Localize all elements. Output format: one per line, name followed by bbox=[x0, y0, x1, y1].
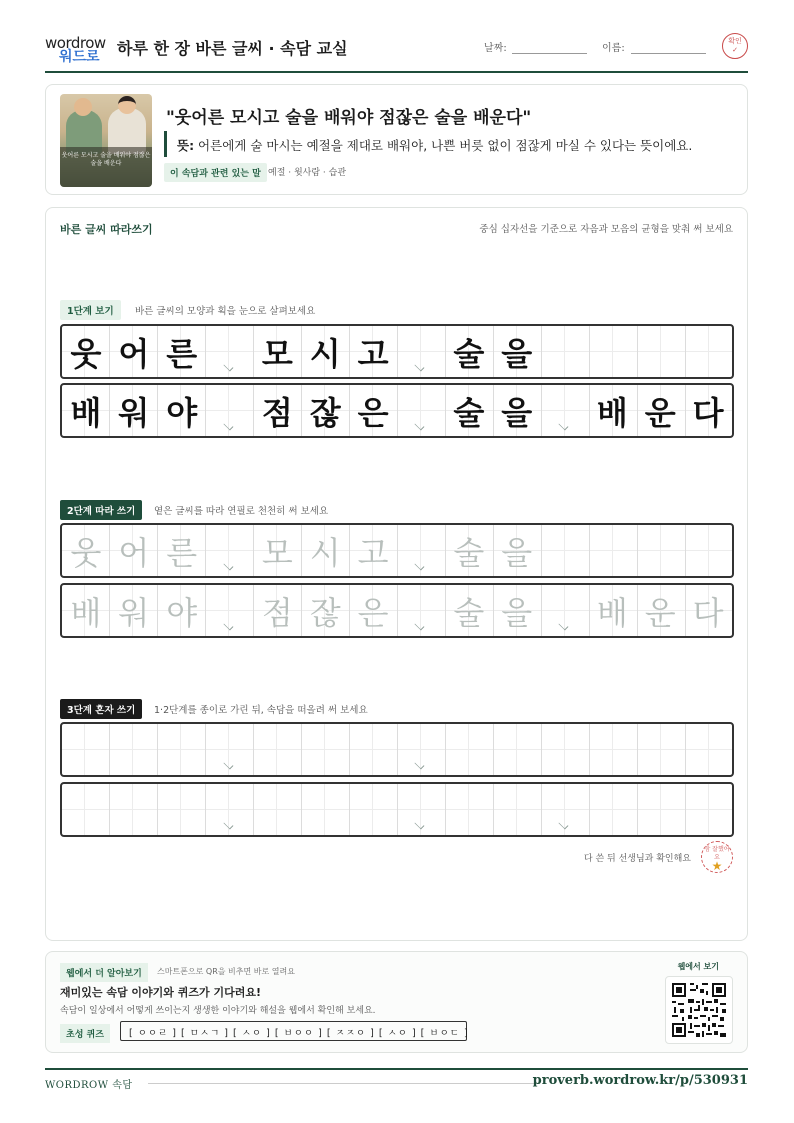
practice-hint: 중심 십자선을 기준으로 자음과 모음의 균형을 맞춰 써 보세요 bbox=[479, 224, 733, 235]
grid-cell[interactable] bbox=[636, 784, 684, 835]
step2-row-2[interactable] bbox=[60, 583, 734, 638]
step1-row-1 bbox=[60, 324, 734, 379]
grid-cell[interactable] bbox=[684, 784, 732, 835]
grid-cell: 점 bbox=[261, 393, 293, 432]
step3-label: 3단계 혼자 쓰기 bbox=[60, 699, 142, 719]
grid-cell[interactable] bbox=[253, 724, 301, 775]
space-mark-cell[interactable] bbox=[206, 585, 254, 636]
grid-cell: 른 bbox=[166, 334, 198, 373]
grid-cell: 야 bbox=[166, 393, 198, 432]
grid-cell[interactable]: 잖 bbox=[309, 593, 341, 632]
grid-cell: 을 bbox=[501, 393, 533, 432]
proverb-meaning bbox=[164, 131, 692, 157]
related-words: 예절 · 윗사람 · 습관 bbox=[268, 168, 347, 178]
grid-cell[interactable]: 술 bbox=[453, 533, 485, 572]
proverb-title: "웃어른 모시고 술을 배워야 점잖은 술을 배운다" bbox=[166, 108, 532, 128]
grid-cell: 운 bbox=[644, 393, 676, 432]
grid-cell[interactable] bbox=[445, 784, 493, 835]
good-job-stamp-icon: 참 잘했어요 ★ bbox=[701, 841, 733, 873]
date-field[interactable] bbox=[512, 53, 587, 54]
grid-cell[interactable]: 모 bbox=[261, 533, 293, 572]
qr-label: 웹에서 보기 bbox=[677, 962, 719, 971]
grid-cell[interactable]: 어 bbox=[118, 533, 150, 572]
grid-cell[interactable]: 운 bbox=[644, 593, 676, 632]
wordrow-logo bbox=[45, 34, 107, 66]
date-label: 날짜: bbox=[484, 43, 507, 54]
grid-cell: 배 bbox=[70, 393, 102, 432]
web-more-card bbox=[45, 951, 748, 1053]
grid-cell[interactable] bbox=[684, 525, 732, 576]
space-mark-cell[interactable] bbox=[206, 724, 254, 775]
related-words-label: 이 속담과 관련 있는 말 bbox=[164, 163, 267, 182]
grid-cell[interactable]: 은 bbox=[357, 593, 389, 632]
grid-cell[interactable] bbox=[110, 784, 158, 835]
web-more-hint: 스마트폰으로 QR을 비추면 바로 열려요 bbox=[157, 967, 295, 976]
logo-subtext: 워드로 bbox=[59, 49, 100, 65]
grid-cell[interactable] bbox=[636, 525, 684, 576]
illustration-caption: 웃어른 모시고 술을 배워야 점잖은 술을 배운다 bbox=[60, 147, 152, 187]
grid-cell[interactable] bbox=[110, 724, 158, 775]
grid-cell[interactable]: 야 bbox=[166, 593, 198, 632]
step3-desc: 1·2단계를 종이로 가린 뒤, 속담을 떠올려 써 보세요 bbox=[154, 705, 368, 716]
grid-cell: 모 bbox=[261, 334, 293, 373]
grid-cell: 시 bbox=[309, 334, 341, 373]
grid-cell[interactable] bbox=[445, 724, 493, 775]
check-stamp-icon: 확인 ✓ bbox=[722, 33, 748, 59]
grid-cell[interactable] bbox=[349, 784, 397, 835]
grid-cell[interactable] bbox=[62, 724, 110, 775]
grid-cell[interactable]: 다 bbox=[692, 593, 724, 632]
grid-cell[interactable]: 을 bbox=[501, 533, 533, 572]
space-mark-cell bbox=[206, 326, 254, 377]
grid-cell: 술 bbox=[453, 393, 485, 432]
grid-cell: 을 bbox=[501, 334, 533, 373]
grid-cell[interactable] bbox=[301, 784, 349, 835]
grid-cell[interactable]: 웃 bbox=[70, 533, 102, 572]
grid-cell[interactable]: 배 bbox=[70, 593, 102, 632]
grid-cell: 배 bbox=[596, 393, 628, 432]
grid-cell[interactable]: 고 bbox=[357, 533, 389, 572]
name-label: 이름: bbox=[602, 43, 625, 54]
web-more-tag: 웹에서 더 알아보기 bbox=[60, 963, 148, 982]
footer-rule bbox=[148, 1083, 538, 1084]
proverb-illustration bbox=[60, 94, 152, 187]
practice-section bbox=[45, 207, 748, 941]
name-field[interactable] bbox=[631, 53, 706, 54]
grid-cell bbox=[588, 326, 636, 377]
step3-row-1[interactable] bbox=[60, 722, 734, 777]
grid-cell: 어 bbox=[118, 334, 150, 373]
space-mark-cell bbox=[206, 385, 254, 436]
space-mark-cell[interactable] bbox=[206, 784, 254, 835]
grid-cell[interactable] bbox=[541, 724, 589, 775]
grid-cell[interactable] bbox=[636, 724, 684, 775]
grid-cell: 웃 bbox=[70, 334, 102, 373]
grid-cell: 술 bbox=[453, 334, 485, 373]
web-description: 속담이 일상에서 어떻게 쓰이는지 생생한 이야기와 해설을 웹에서 확인해 보세요. bbox=[60, 1006, 376, 1016]
grid-cell: 잖 bbox=[309, 393, 341, 432]
grid-cell[interactable] bbox=[684, 724, 732, 775]
footer-divider bbox=[45, 1068, 748, 1070]
step3-row-2[interactable] bbox=[60, 782, 734, 837]
space-mark-cell[interactable] bbox=[397, 585, 445, 636]
grid-cell[interactable] bbox=[253, 784, 301, 835]
grid-cell[interactable]: 점 bbox=[261, 593, 293, 632]
check-text: 다 쓴 뒤 선생님과 확인해요 bbox=[583, 854, 691, 864]
grid-cell: 워 bbox=[118, 393, 150, 432]
footer-url[interactable]: proverb.wordrow.kr/p/530931 bbox=[532, 1073, 748, 1088]
grid-cell[interactable] bbox=[588, 724, 636, 775]
space-mark-cell[interactable] bbox=[397, 724, 445, 775]
step1-desc: 바른 글씨의 모양과 획을 눈으로 살펴보세요 bbox=[135, 306, 316, 317]
grid-cell: 고 bbox=[357, 334, 389, 373]
grid-cell[interactable] bbox=[493, 784, 541, 835]
step2-row-1[interactable] bbox=[60, 523, 734, 578]
grid-cell[interactable] bbox=[588, 525, 636, 576]
footer-brand: WORDROW 속담 bbox=[45, 1080, 133, 1091]
grid-cell bbox=[684, 326, 732, 377]
grid-cell[interactable]: 을 bbox=[501, 593, 533, 632]
grid-cell[interactable] bbox=[349, 724, 397, 775]
grid-cell[interactable] bbox=[158, 724, 206, 775]
step2-desc: 옅은 글씨를 따라 연필로 천천히 써 보세요 bbox=[154, 506, 329, 517]
grid-cell[interactable] bbox=[493, 724, 541, 775]
proverb-card bbox=[45, 84, 748, 195]
practice-title: 바른 글씨 따라쓰기 bbox=[60, 223, 153, 236]
quiz-label: 초성 퀴즈 bbox=[60, 1024, 110, 1043]
web-headline: 재미있는 속담 이야기와 퀴즈가 기다려요! bbox=[60, 986, 261, 999]
space-mark-cell[interactable] bbox=[541, 784, 589, 835]
page-header bbox=[45, 30, 748, 73]
grid-cell[interactable]: 배 bbox=[596, 593, 628, 632]
grid-cell: 다 bbox=[692, 393, 724, 432]
space-mark-cell[interactable] bbox=[541, 585, 589, 636]
grid-cell bbox=[541, 326, 589, 377]
step1-label: 1단계 보기 bbox=[60, 300, 121, 320]
grid-cell[interactable]: 시 bbox=[309, 533, 341, 572]
grid-cell[interactable]: 술 bbox=[453, 593, 485, 632]
meaning-label: 뜻: bbox=[177, 138, 195, 153]
space-mark-cell[interactable] bbox=[397, 784, 445, 835]
step2-label: 2단계 따라 쓰기 bbox=[60, 500, 142, 520]
grid-cell[interactable] bbox=[541, 525, 589, 576]
chosung-quiz: [ ㅇㅇㄹ ] [ ㅁㅅㄱ ] [ ㅅㅇ ] [ ㅂㅇㅇ ] [ ㅈㅈㅇ ] [ ㅅㅇ ] [ ㅂㅇㄷ ] bbox=[120, 1021, 467, 1041]
grid-cell bbox=[636, 326, 684, 377]
grid-cell[interactable]: 른 bbox=[166, 533, 198, 572]
grid-cell: 은 bbox=[357, 393, 389, 432]
grid-cell[interactable] bbox=[301, 724, 349, 775]
meaning-text: 어른에게 술 마시는 예절을 제대로 배워야, 나쁜 버릇 없이 점잖게 마실 수 있다는 뜻이에요. bbox=[194, 138, 693, 153]
grid-cell[interactable] bbox=[588, 784, 636, 835]
step1-row-2 bbox=[60, 383, 734, 438]
logo-text: wordrow bbox=[45, 34, 106, 52]
page-title: 하루 한 장 바른 글씨 · 속담 교실 bbox=[117, 39, 348, 58]
space-mark-cell bbox=[397, 385, 445, 436]
space-mark-cell bbox=[541, 385, 589, 436]
space-mark-cell[interactable] bbox=[206, 525, 254, 576]
space-mark-cell bbox=[397, 326, 445, 377]
grid-cell[interactable]: 워 bbox=[118, 593, 150, 632]
space-mark-cell[interactable] bbox=[397, 525, 445, 576]
grid-cell[interactable] bbox=[158, 784, 206, 835]
grid-cell[interactable] bbox=[62, 784, 110, 835]
qr-code-icon[interactable] bbox=[665, 976, 733, 1044]
